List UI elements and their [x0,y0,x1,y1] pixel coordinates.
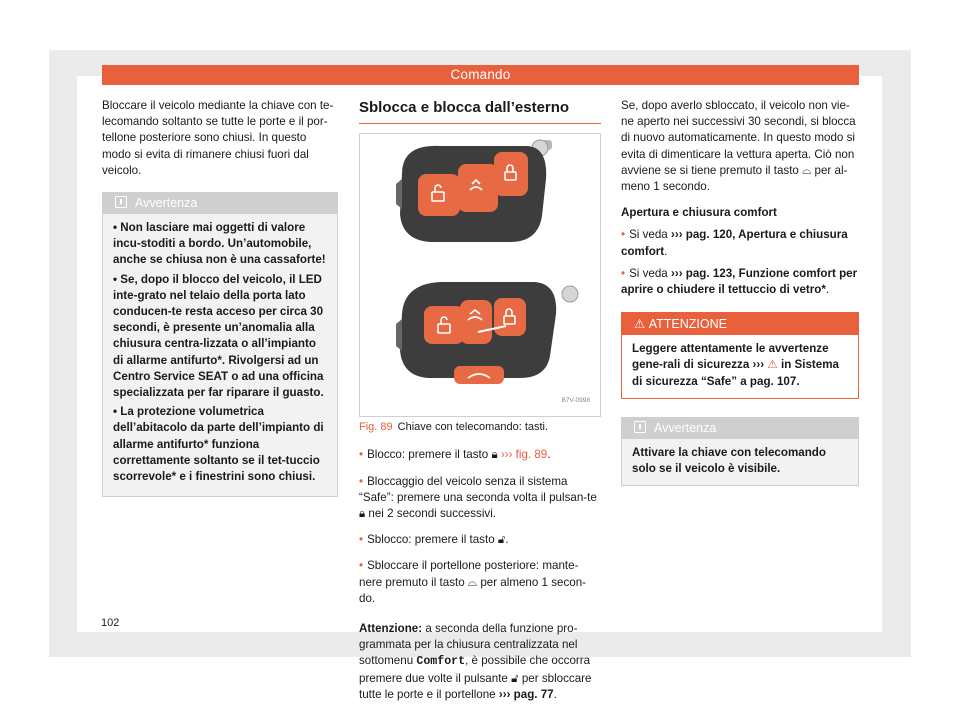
paragraph-text: per al-meno 1 secondo. [621,163,848,194]
bullet-dot: • [621,228,626,242]
attention-label: Attenzione: [359,622,423,636]
bullet-dot: • [359,559,364,573]
menu-code: Comfort [416,655,466,669]
list-item [621,266,859,298]
list-item-end: . [505,533,509,547]
section-heading: Sblocca e blocca dall’esterno [359,100,601,124]
bullet-dot: • [113,221,121,235]
list-item-end: . [825,283,830,297]
note-box [621,417,859,486]
warning-text: in Sistema di sicurezza “Safe” a pag. 107. [632,358,839,388]
info-icon [115,196,127,208]
unlock-icon: 🔓︎ [511,671,519,685]
list-item [359,447,601,463]
figure-code: B7V-0998 [561,397,590,404]
note-item-text: La protezione volumetrica dell’abitacolo da parte dell’impianto di allarme antifurto* funziona correttamente soltanto se il tet-tuccio scorrevole* e i finestrini sono chiusi. [113,405,324,484]
note-title: Avvertenza [135,196,198,211]
attention-paragraph [359,621,601,703]
note-box [102,192,338,497]
key-bottom [396,282,578,384]
unlock-icon: 🔓︎ [497,533,506,547]
figure-number: Fig. 89 [359,421,393,434]
autolock-paragraph [621,98,859,195]
list-item-text: Sblocco: premere il tasto [367,533,495,547]
note-item [113,220,327,269]
warning-triangle-icon: ⚠ [634,317,649,332]
info-icon [634,421,646,433]
attention-end: . [553,687,557,701]
warning-triangle-icon: ⚠ [767,358,778,372]
lock-icon: 🔒︎ [491,448,498,462]
attention-text: , è possibile che occorra premere due volte il pulsante [359,654,591,685]
trunk-icon: ⌓ [467,575,478,589]
warning-text: Leggere attentamente le avvertenze gene-rali di sicurezza [632,342,829,372]
column-left [102,98,338,497]
lock-icon: 🔒︎ [359,507,366,521]
list-item-end: . [547,448,551,462]
note-item [113,272,327,402]
warning-body [622,335,858,398]
chapter-banner [102,65,859,85]
page-link[interactable]: ››› pag. 120, Apertura e chiusura comfort [621,228,848,258]
column-middle [359,98,601,713]
note-item-text: Se, dopo il blocco del veicolo, il LED inte-grato nel telaio della porta lato conducen-te resta acceso per circa 30 secondi, è presente un’anomalia alla chiusura centra-lizzata o all’impianto di allarme antifurto*. Rivolgersi ad un Centro Service SEAT o ad una officina specializzata per far riparare il guasto. [113,272,324,400]
see-prefix: Si veda [629,266,668,280]
column-right [621,98,859,486]
note-header [103,193,337,214]
page-number: 102 [101,617,120,629]
attention-text: per sbloccare tutte le porte e il portellone [359,671,592,701]
list-item-text: Blocco: premere il tasto [367,448,489,462]
list-item [621,227,859,259]
intro-paragraph: Bloccare il veicolo mediante la chiave con te-lecomando soltanto se tutte le porte e il por-tellone posteriore sono chiusi. In questo modo si evita di rimanere chiusi fuori dal veicolo. [102,99,334,177]
list-item-end: nei 2 secondi successivi. [368,507,496,521]
subheading: Apertura e chiusura comfort [621,206,777,220]
note-item [113,404,327,485]
list-item-text: Bloccaggio del veicolo senza il sistema “Safe”: premere una seconda volta il pulsan-te [359,474,597,504]
list-item-end: . [664,244,668,258]
list-item [359,558,601,607]
bullet-dot: • [113,272,121,286]
key-figure [359,133,601,417]
list-item [359,474,601,523]
key-top [396,140,552,242]
page-link[interactable]: ››› pag. 123, Funzione comfort per aprire o chiudere il tettuccio di vetro* [621,266,858,297]
chapter-title: Comando [450,67,511,82]
note-body [103,214,337,496]
see-prefix: Si veda [629,228,668,242]
page-link[interactable]: ››› pag. 77 [498,687,554,701]
note-item-text: Non lasciare mai oggetti di valore incu-stoditi a bordo. Un’automobile, anche se chiusa non è una cassaforte! [113,221,326,267]
list-item [359,532,601,548]
warning-box [621,312,859,399]
bullet-dot: • [621,266,626,280]
warning-title: ATTENZIONE [648,317,727,332]
attention-text: a seconda della funzione pro-grammata per la chiusura centralizzata nel sottomenu [359,622,578,668]
remote-key-illustration [360,134,600,416]
bullet-dot: • [359,533,364,547]
bullet-dot: • [359,448,364,462]
note-body [622,439,858,485]
bullet-dot: • [113,405,121,419]
list-item-end: per almeno 1 secon-do. [359,575,587,605]
note-text: Attivare la chiave con telecomando solo se il veicolo è visibile. [632,445,826,476]
note-title: Avvertenza [654,420,717,435]
bullet-dot: • [359,474,364,488]
note-header [622,418,858,439]
figure-caption [359,419,601,435]
figure-caption-text: Chiave con telecomando: tasti. [397,421,549,434]
warning-header [622,313,858,335]
paragraph-text: Se, dopo averlo sbloccato, il veicolo non vie-ne aperto nei successivi 30 secondi, si blocca di nuovo automaticamente. In questo modo si evita di dimenticare la vettura aperta. Ciò non avviene se si tiene premuto il tasto [621,99,856,177]
trunk-icon: ⌓ [802,163,812,177]
list-item-text: Sbloccare il portellone posteriore: mante-nere premuto il tasto [359,559,579,589]
figure-link[interactable]: ››› fig. 89 [500,448,548,462]
warning-ref-arrow[interactable]: ››› [752,358,765,372]
